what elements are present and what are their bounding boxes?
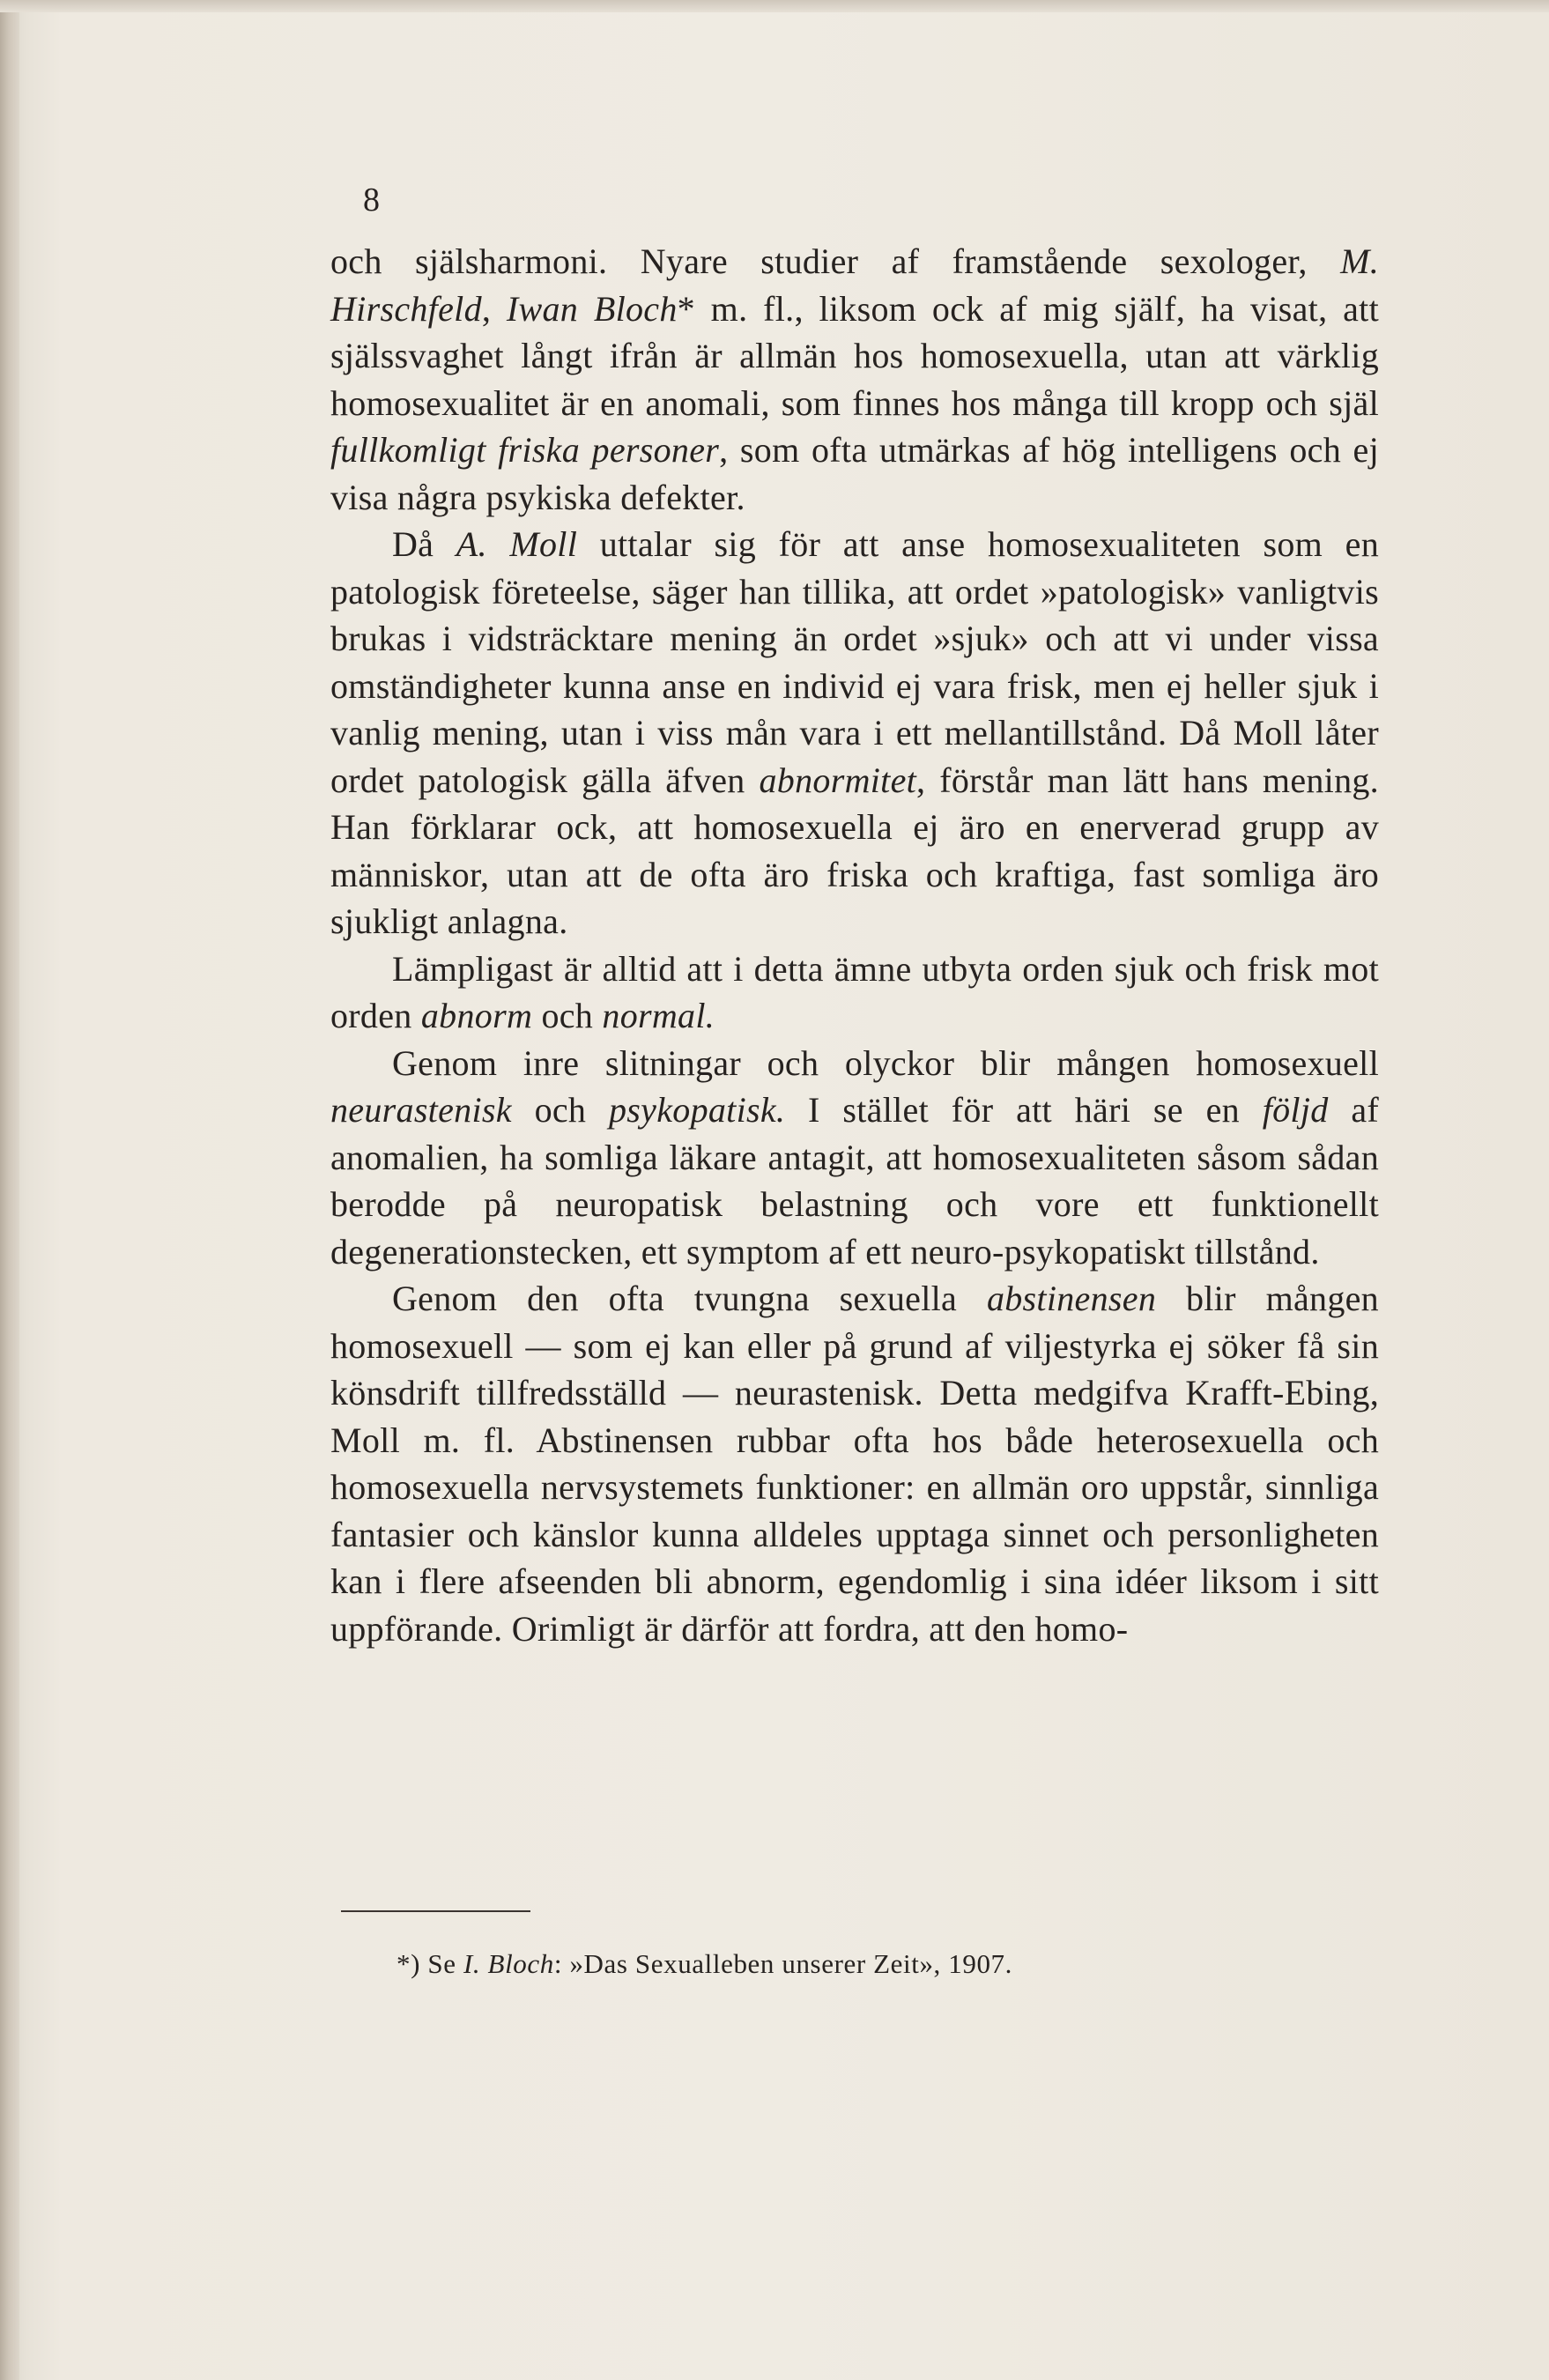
binding-edge <box>0 0 19 2380</box>
text-span: blir mången homosexuell — som ej kan eller på grund af viljestyrka ej söker få sin könsdrift tillfredsställd — neurastenisk. Detta medgifva Krafft-Ebing, Moll m. fl. Abstinensen rubbar ofta hos både heterosexuella och homosexuella nervsystemets funktioner: en allmän oro uppstår, sinnliga fantasier och känslor kunna alldeles upptaga sinnet och personligheten kan i flere afseenden bli abnorm, egendomlig i sina idéer liksom i sitt uppförande. Orimligt är därför att fordra, att den homo- <box>330 1279 1379 1649</box>
text-span: och <box>511 1090 609 1130</box>
text-span: : »Das Sexualleben unserer Zeit», 1907. <box>553 1948 1013 1979</box>
text-span: Då <box>392 524 456 564</box>
italic-text-span: A. Moll <box>456 524 578 564</box>
paragraph-2 <box>330 521 1379 945</box>
page-number: 8 <box>363 182 380 219</box>
italic-text-span: neurastenisk <box>330 1090 512 1130</box>
text-span: , som ofta utmärkas af hög intelligens och ej visa några psykiska defekter. <box>330 430 1379 517</box>
body-text <box>330 238 1379 1652</box>
paragraph-1 <box>330 238 1379 521</box>
italic-text-span: följd <box>1262 1090 1329 1130</box>
italic-text-span: abnormitet <box>759 760 917 800</box>
italic-text-span: psykopatisk. <box>609 1090 786 1130</box>
text-span: Lämpligast är alltid att i detta ämne utbyta orden sjuk och frisk mot orden <box>330 948 1379 1035</box>
top-edge <box>0 0 1549 12</box>
italic-text-span: abnorm <box>420 996 533 1035</box>
text-span: och själsharmoni. Nyare studier af framstående sexologer, <box>330 241 1341 281</box>
text-span: och <box>532 996 603 1035</box>
italic-text-span: M. Hirschfeld <box>330 241 1379 329</box>
text-span: Genom den ofta tvungna sexuella <box>392 1279 987 1318</box>
paragraph-3 <box>330 945 1379 1040</box>
text-span: I stället för att häri se en <box>785 1090 1263 1130</box>
italic-text-span: normal. <box>602 996 715 1035</box>
text-span: uttalar sig för att anse homosexualiteten som en patologisk företeelse, säger han tillika, att ordet »patologisk» vanligtvis brukas i vidsträcktare mening än ordet »sjuk» och att vi under vissa omständigheter kunna anse en individ ej vara frisk, men ej heller sjuk i vanlig mening, utan i viss mån vara i ett mellantillstånd. Då Moll låter ordet patologisk gälla äfven <box>330 524 1379 800</box>
italic-text-span: fullkomligt friska personer <box>330 430 720 470</box>
text-span: , förstår man lätt hans mening. Han förklarar ock, att homosexuella ej äro en enerverad grupp av människor, utan att de ofta äro friska och kraftiga, fast somliga äro sjukligt anlagna. <box>330 760 1379 941</box>
paragraph-4 <box>330 1040 1379 1276</box>
text-span: * m. fl., liksom ock af mig själf, ha visat, att själssvaghet långt ifrån är allmän hos homosexuella, utan att värklig homosexualitet är en anomali, som finnes hos många till kropp och själ <box>330 288 1379 423</box>
italic-text-span: Iwan Bloch <box>506 288 678 329</box>
text-span: *) Se <box>397 1948 463 1979</box>
paragraph-5 <box>330 1275 1379 1652</box>
text-span: , <box>481 288 507 329</box>
text-span: Genom inre slitningar och olyckor blir mången homosexuell <box>392 1042 1379 1083</box>
footnote <box>397 1946 1366 1982</box>
italic-text-span: I. Bloch <box>463 1948 554 1979</box>
italic-text-span: abstinensen <box>986 1279 1157 1318</box>
footnote-divider <box>341 1910 530 1912</box>
text-span: af anomalien, ha somliga läkare antagit, att homosexualiteten såsom sådan berodde på neuropatisk belastning och vore ett funktionellt degenerationstecken, ett symptom af ett neuro-psykopatiskt tillstånd. <box>330 1090 1379 1272</box>
